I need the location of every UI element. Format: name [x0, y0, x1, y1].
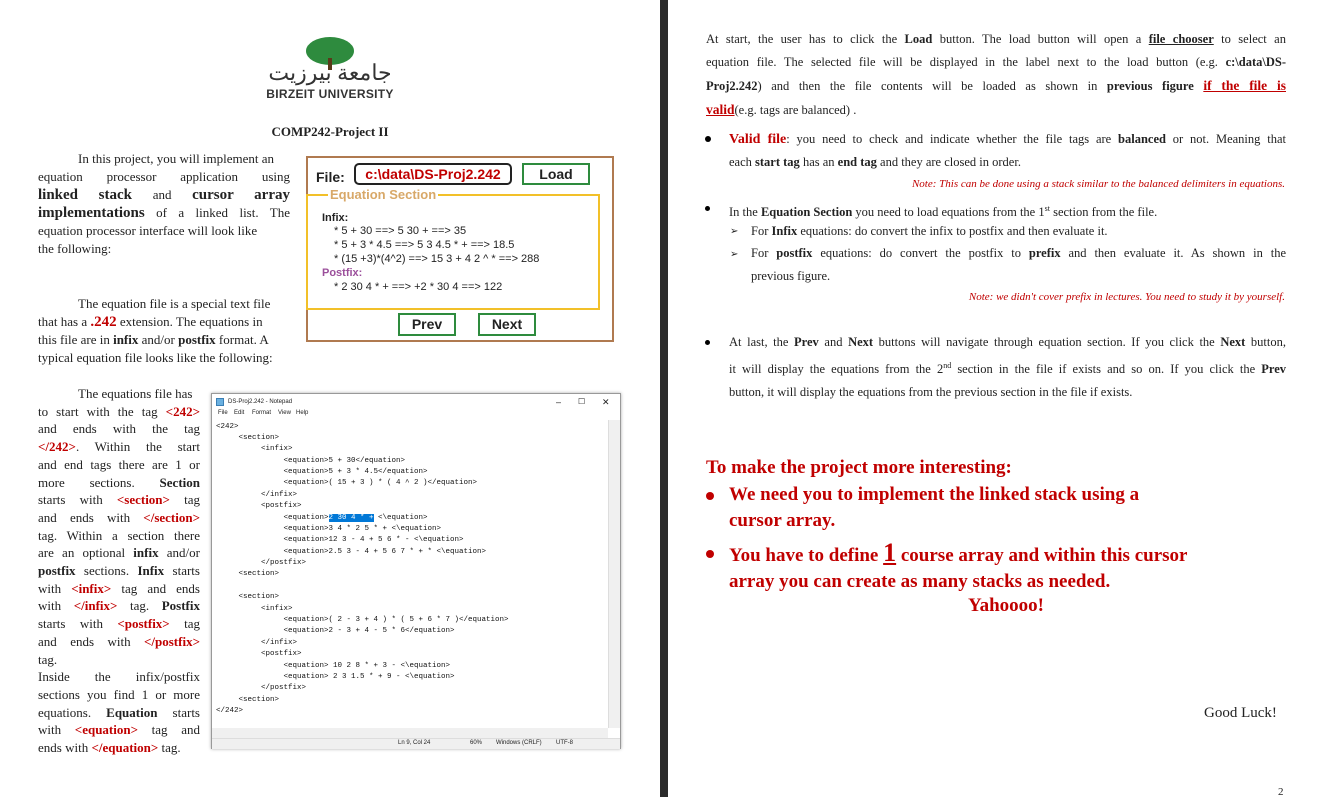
next-button[interactable]: Next — [478, 313, 536, 336]
prev-button[interactable]: Prev — [398, 313, 456, 336]
text-line: <equation>( 2 - 3 + 4 ) * ( 5 + 6 * 7 )</equation> — [216, 616, 509, 624]
bullet-icon — [705, 136, 711, 142]
logo-english: BIRZEIT UNIVERSITY — [266, 87, 394, 101]
menu-help[interactable]: Help — [296, 410, 309, 416]
text-line: <section> — [216, 696, 280, 704]
file-format-paragraph: The equation file is a special text file that has a .242 extension. The equations in this file are in infix and/or postfix format. A typical equation file looks like the following: — [38, 296, 273, 365]
menu-view[interactable]: View — [278, 410, 291, 416]
arrow-icon: ➢ — [730, 226, 739, 237]
text-line: <infix> — [216, 605, 293, 613]
maximize-icon[interactable]: ☐ — [578, 397, 586, 406]
postfix-line: * 2 30 4 * + ==> +2 * 30 4 ==> 122 — [334, 281, 503, 293]
text-line: </infix> — [216, 491, 298, 499]
valid-file-bullet: Valid file: you need to check and indicate whether the file tags are balanced or not. Meaning that each start tag has an end tag and they are closed in order. — [729, 132, 1286, 169]
load-button[interactable]: Load — [522, 163, 590, 185]
arrow-icon: ➢ — [730, 249, 739, 260]
note-prefix: Note: we didn't cover prefix in lectures. You need to study it by yourself. — [968, 291, 1285, 303]
equation-section — [306, 187, 600, 310]
text-line: <postfix> — [216, 502, 302, 510]
text-line: </242> — [216, 707, 244, 715]
zoom-level: 60% — [470, 740, 483, 746]
bullet-icon — [705, 340, 710, 345]
good-luck: Good Luck! — [1204, 705, 1277, 721]
infix-subbullet: For Infix equations: do convert the infix to postfix and then evaluate it. — [751, 224, 1108, 238]
text-line: <equation>5 + 3 * 4.5</equation> — [216, 468, 428, 476]
equation-section-bullet: In the Equation Section you need to load equations from the 1st section from the file. — [729, 204, 1158, 220]
text-line: <infix> — [216, 445, 293, 453]
page-1 — [0, 0, 660, 797]
text-line: <section> — [216, 593, 280, 601]
text-line: <equation>3 4 * 2 5 * + <\equation> — [216, 525, 442, 533]
load-paragraph: At start, the user has to click the Load button. The load button will open a file chooser to select an equation file. The selected file will be displayed in the label next to the load button (e.g. c:\data\DS- Proj2.242) and then the file contents will be loaded as shown in previous figure if the file is valid(e.g. tags are balanced) . — [706, 32, 1286, 117]
requirement-linked-stack: We need you to implement the linked stack using a cursor array. — [729, 484, 1140, 531]
notepad-title: DS-Proj2.242 - Notepad — [228, 399, 293, 405]
text-line: <242> — [216, 423, 239, 431]
notepad-icon — [216, 398, 224, 406]
interesting-heading: To make the project more interesting: — [706, 457, 1012, 478]
file-label: File: — [316, 169, 345, 185]
bullet-icon — [705, 206, 710, 211]
yahoo-text: Yahoooo! — [968, 595, 1045, 616]
menu-edit[interactable]: Edit — [234, 410, 245, 416]
page-number: 2 — [1278, 786, 1284, 797]
tags-paragraph: The equations file has to start with the tag <242> and ends with the tag </242>. Within the start and end tags there are 1 or more sections. Section starts with <section> tag and ends with </section> tag. Within a section there are an optional infix and/or postfix sections. Infix starts with <infix> tag and ends with </infix> tag. Postfix starts with <postfix> tag and ends with </postfix> tag. Inside the infix/postfix sections you find 1 or more equations. Equation starts with <equation> tag and ends with </equation> tag. — [38, 386, 200, 756]
text-line: <equation>2 - 3 + 4 - 5 * 6</equation> — [216, 627, 455, 635]
notepad-titlebar — [212, 394, 620, 410]
bullet-icon — [706, 550, 714, 558]
line-ending: Windows (CRLF) — [496, 740, 542, 746]
note-stack: Note: This can be done using a stack similar to the balanced delimiters in equations. — [911, 178, 1285, 190]
vertical-scrollbar[interactable] — [608, 420, 620, 728]
page-2 — [668, 0, 1323, 797]
cursor-position: Ln 9, Col 24 — [398, 740, 431, 746]
bullet-icon — [706, 492, 714, 500]
infix-line: * (15 +3)*(4^2) ==> 15 3 + 4 2 ^ * ==> 288 — [334, 253, 540, 265]
notepad-menubar — [212, 410, 620, 420]
menu-file[interactable]: File — [218, 410, 228, 416]
equation-section-title: Equation Section — [330, 187, 437, 202]
close-icon[interactable]: ✕ — [602, 397, 610, 407]
text-line: </postfix> — [216, 559, 307, 567]
text-line: <equation> 2 3 1.5 * + 9 - <\equation> — [216, 673, 455, 681]
menu-format[interactable]: Format — [252, 410, 272, 416]
text-line: <equation>( 15 + 3 ) * ( 4 ^ 2 )</equation> — [216, 479, 478, 487]
postfix-subbullet: For postfix equations: do convert the postfix to prefix and then evaluate it. As shown in the previous figure. — [751, 246, 1286, 283]
notepad-statusbar — [212, 738, 620, 749]
infix-line: * 5 + 3 * 4.5 ==> 5 3 4.5 * + ==> 18.5 — [334, 239, 515, 251]
page-title: COMP242-Project II — [271, 124, 389, 139]
file-path-label: c:\data\DS-Proj2.242 — [354, 163, 512, 185]
navigation-bullet: At last, the Prev and Next buttons will navigate through equation section. If you click the Next button, it will display the equations from the 2nd section in the file if exists and so on. If you click the Prev button, it will display the equations from the previous section in the file if exists. — [729, 335, 1287, 400]
text-line: </infix> — [216, 639, 298, 647]
selected-text: 2 30 4 * + — [328, 514, 374, 522]
university-logo — [255, 42, 405, 102]
text-line: <equation> 10 2 8 * + 3 - <\equation> — [216, 662, 451, 670]
text-line: <section> — [216, 570, 280, 578]
infix-label: Infix: — [322, 212, 349, 224]
encoding: UTF-8 — [556, 740, 573, 746]
text-line: <equation>12 3 - 4 + 5 6 * - <\equation> — [216, 536, 464, 544]
horizontal-scrollbar[interactable] — [212, 728, 608, 738]
notepad-window — [211, 393, 621, 749]
text-line-selected: <equation>2 30 4 * + <\equation> — [216, 514, 428, 522]
notepad-text-area[interactable] — [212, 420, 608, 728]
text-line: <postfix> — [216, 650, 302, 658]
infix-line: * 5 + 30 ==> 5 30 + ==> 35 — [334, 225, 467, 237]
intro-paragraph: In this project, you will implement an equation processor application using linked stack and cursor array implementations of a linked list. The equation processor interface will look like the following: — [38, 151, 290, 256]
ui-mockup — [306, 156, 614, 342]
logo-arabic: جامعة بيرزيت — [268, 60, 392, 85]
requirement-cursor-array: You have to define 1 course array and within this cursor array you can create as many stacks as needed. — [729, 538, 1188, 592]
postfix-label: Postfix: — [322, 267, 363, 279]
page-divider — [660, 0, 668, 797]
text-line: <equation>2.5 3 - 4 + 5 6 7 * + * <\equation> — [216, 548, 487, 556]
text-line: </postfix> — [216, 684, 307, 692]
text-line: <equation>5 + 30</equation> — [216, 457, 406, 465]
text-line: <section> — [216, 434, 280, 442]
minimize-icon[interactable]: – — [556, 397, 562, 407]
